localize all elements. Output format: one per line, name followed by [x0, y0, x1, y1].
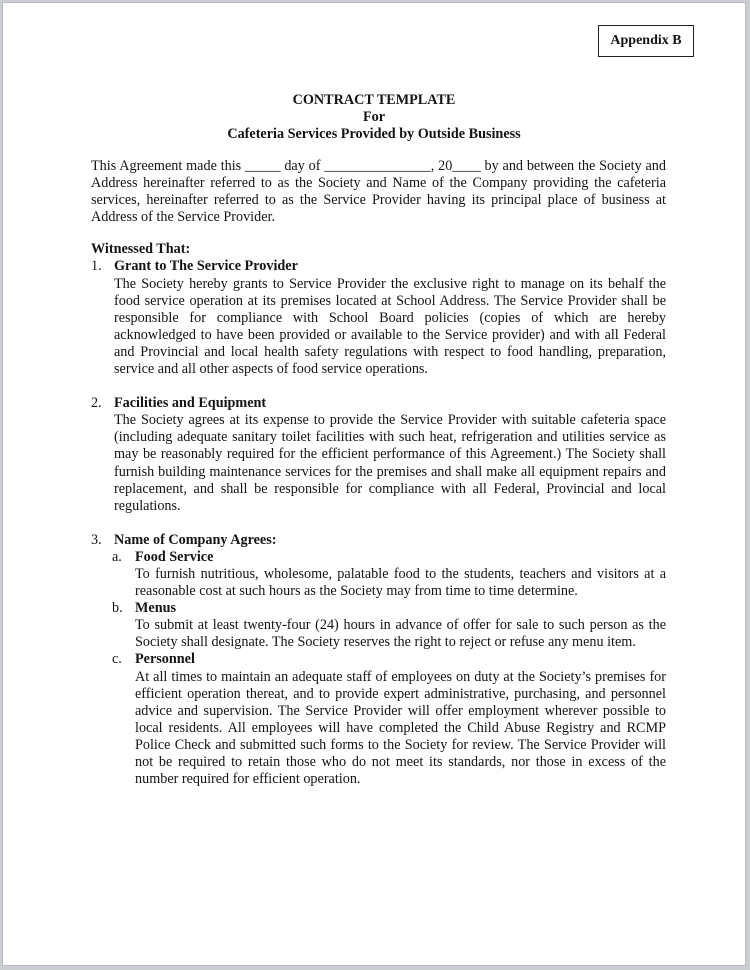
subsection-heading: Food Service	[135, 548, 214, 565]
section-number: 2.	[91, 395, 102, 412]
title-line-1: CONTRACT TEMPLATE	[292, 92, 456, 108]
section-heading: Grant to The Service Provider	[114, 258, 298, 275]
title-line-2: For	[362, 109, 386, 125]
subsection-c	[112, 651, 666, 788]
section-text: The Society agrees at its expense to provide the Service Provider with suitable cafeteria space (including adequate sanitary toilet facilities with such heat, refrigeration and utilities service as may be reasonably required for the efficient performance of this Agreement.) The Society shall furnish building maintenance services for the premises and shall make all equipment repairs and replacement, and shall be responsible for compliance with all Federal, Provincial and local regulations.	[114, 412, 666, 514]
subsection-heading: Menus	[135, 600, 176, 617]
subsection-letter: b.	[112, 600, 123, 617]
appendix-label: Appendix B	[610, 33, 682, 48]
section-number: 1.	[91, 258, 102, 275]
section-heading: Facilities and Equipment	[114, 395, 267, 412]
document-body	[91, 158, 666, 788]
document-title	[3, 92, 745, 143]
document-page	[2, 2, 746, 966]
subsection-heading: Personnel	[135, 651, 195, 668]
subsection-text: To submit at least twenty-four (24) hours in advance of offer for sale to such person as the Society shall designate. The Society reserves the right to reject or refuse any menu item.	[135, 617, 666, 651]
subsection-text: To furnish nutritious, wholesome, palatable food to the students, teachers and visitors at a reasonable cost at such hours as the Society may from time to time determine.	[135, 565, 666, 600]
appendix-label-box	[598, 25, 694, 57]
subsection-letter: a.	[112, 548, 122, 565]
section-number: 3.	[91, 531, 102, 548]
title-line-3: Cafeteria Services Provided by Outside Business	[227, 126, 521, 142]
section-heading: Name of Company Agrees:	[114, 531, 277, 548]
subsection-b	[112, 600, 666, 651]
section-1	[91, 258, 666, 378]
section-3	[91, 532, 666, 549]
subsection-a	[112, 549, 666, 600]
section-2	[91, 395, 666, 515]
subsection-text: At all times to maintain an adequate staff of employees on duty at the Society’s premises for efficient operation thereat, and to provide expert administrative, purchasing, and personnel advice and supervision. The Service Provider will offer employment wherever possible to local residents. All employees will have completed the Child Abuse Registry and RCMP Police Check and submitted such forms to the Society for review. The Service Provider will not be required to retain those who do not meet its standards, nor those in excess of the number required for efficient operation.	[135, 668, 666, 788]
subsection-letter: c.	[112, 651, 122, 668]
section-text: The Society hereby grants to Service Provider the exclusive right to manage on its behalf the food service operation at its premises located at School Address. The Service Provider shall be responsible for compliance with School Board policies (copies of which are hereby acknowledged to have been provided or available to the Service provider) and with all Federal and Provincial and local health safety regulations with respect to food handling, preparation, service and all other aspects of food service operations.	[114, 275, 666, 378]
witnessed-heading: Witnessed That:	[91, 241, 191, 258]
intro-paragraph: This Agreement made this _____ day of _______________, 20____ by and between the Society and Address hereinafter referred to as the Society and Name of the Company providing the cafeteria services, hereinafter referred to as the Service Provider having its principal place of business at Address of the Service Provider.	[91, 158, 666, 226]
